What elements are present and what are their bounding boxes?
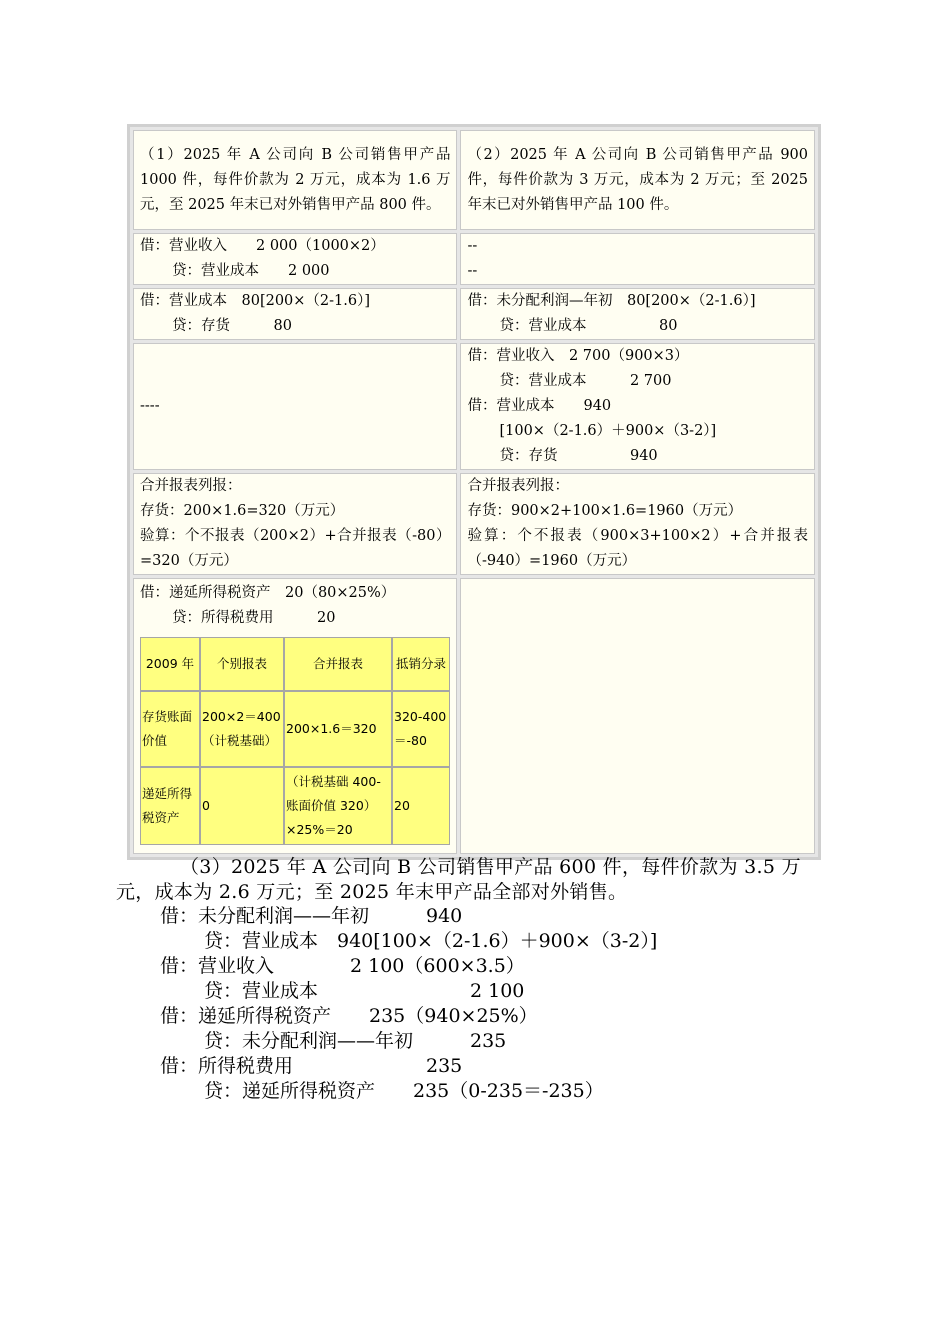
inner-cell: 200×1.6＝320 <box>284 691 392 767</box>
inner-cell: （计税基础 400-账面价值 320）×25%＝20 <box>284 767 392 845</box>
report-check: 验算：个不报表（900×3+100×2）+合并报表（-940）=1960（万元） <box>467 528 808 569</box>
debit-line: 借：未分配利润—年初 80[200×（2-1.6）] <box>467 293 756 309</box>
case1-report <box>133 473 457 575</box>
debit-line: 借：营业收入 2 100（600×3.5） <box>160 955 525 977</box>
inner-cell: 递延所得税资产 <box>140 767 200 845</box>
placeholder-line: -- <box>467 238 478 254</box>
case1-entry-3 <box>133 343 457 470</box>
credit-line: 贷：存货 940 <box>499 448 658 464</box>
tax-basis-table <box>140 637 450 845</box>
debit-line: 借：营业收入 2 700（900×3） <box>467 348 689 364</box>
credit-line: 贷：未分配利润——年初 235 <box>204 1030 507 1052</box>
inner-cell: 0 <box>200 767 284 845</box>
credit-line: 贷：营业成本 2 700 <box>499 373 672 389</box>
credit-line: 贷：营业成本 2 100 <box>204 980 525 1002</box>
case1-header: （1）2025 年 A 公司向 B 公司销售甲产品 1000 件，每件价款为 2 万元，成本为 1.6 万元，至 2025 年末已对外销售甲产品 800 件。 <box>133 130 457 230</box>
debit-line: 借：营业成本 80[200×（2-1.6）] <box>140 293 371 309</box>
case2-header: （2）2025 年 A 公司向 B 公司销售甲产品 900 件，每件价款为 3 万元，成本为 2 万元；至 2025 年末已对外销售甲产品 100 件。 <box>460 130 815 230</box>
inner-cell: 200×2＝400（计税基础） <box>200 691 284 767</box>
inner-cell: 20 <box>392 767 450 845</box>
case1-entry-1 <box>133 233 457 285</box>
calc-line: [100×（2-1.6）＋900×（3-2）] <box>499 423 717 439</box>
case2-entry-3 <box>460 343 815 470</box>
credit-line: 贷：营业成本 940[100×（2-1.6）＋900×（3-2）] <box>204 930 658 952</box>
report-title: 合并报表列报： <box>467 478 569 494</box>
credit-line: 贷：递延所得税资产 235（0-235＝-235） <box>204 1080 604 1102</box>
case2-entry-2 <box>460 288 815 340</box>
debit-line: 借：营业成本 940 <box>467 398 612 414</box>
credit-line: 贷：所得税费用 20 <box>172 610 336 626</box>
case2-entry-1 <box>460 233 815 285</box>
case1-deferred-tax <box>133 578 457 854</box>
inner-header: 合并报表 <box>284 637 392 691</box>
report-title: 合并报表列报： <box>140 478 242 494</box>
debit-line: 借：营业收入 2 000（1000×2） <box>140 238 385 254</box>
credit-line: 贷：存货 80 <box>172 318 292 334</box>
case2-report <box>460 473 815 575</box>
report-check: 验算：个不报表（200×2）+合并报表（-80）=320（万元） <box>140 528 451 569</box>
inner-header: 2009 年 <box>140 637 200 691</box>
inner-cell: 存货账面价值 <box>140 691 200 767</box>
placeholder-line: -- <box>467 263 478 279</box>
credit-line: 贷：营业成本 2 000 <box>172 263 330 279</box>
case1-entry-2 <box>133 288 457 340</box>
case3-paragraph: （3）2025 年 A 公司向 B 公司销售甲产品 600 件，每件价款为 3.5 万元，成本为 2.6 万元；至 2025 年末甲产品全部对外销售。 <box>116 856 801 903</box>
inner-cell: 320-400＝-80 <box>392 691 450 767</box>
debit-line: 借：未分配利润——年初 940 <box>160 905 463 927</box>
case2-empty-cell <box>460 578 815 854</box>
debit-line: 借：所得税费用 235 <box>160 1055 463 1077</box>
placeholder-line: ---- <box>140 398 160 414</box>
inner-header: 个别报表 <box>200 637 284 691</box>
report-inventory: 存货：900×2+100×1.6=1960（万元） <box>467 503 743 519</box>
case3-journal-entries <box>160 904 657 1104</box>
debit-line: 借：递延所得税资产 235（940×25%） <box>160 1005 538 1027</box>
entries-comparison-table <box>127 124 821 860</box>
credit-line: 贷：营业成本 80 <box>499 318 678 334</box>
report-inventory: 存货：200×1.6=320（万元） <box>140 503 345 519</box>
debit-line: 借：递延所得税资产 20（80×25%） <box>140 585 396 601</box>
inner-header: 抵销分录 <box>392 637 450 691</box>
